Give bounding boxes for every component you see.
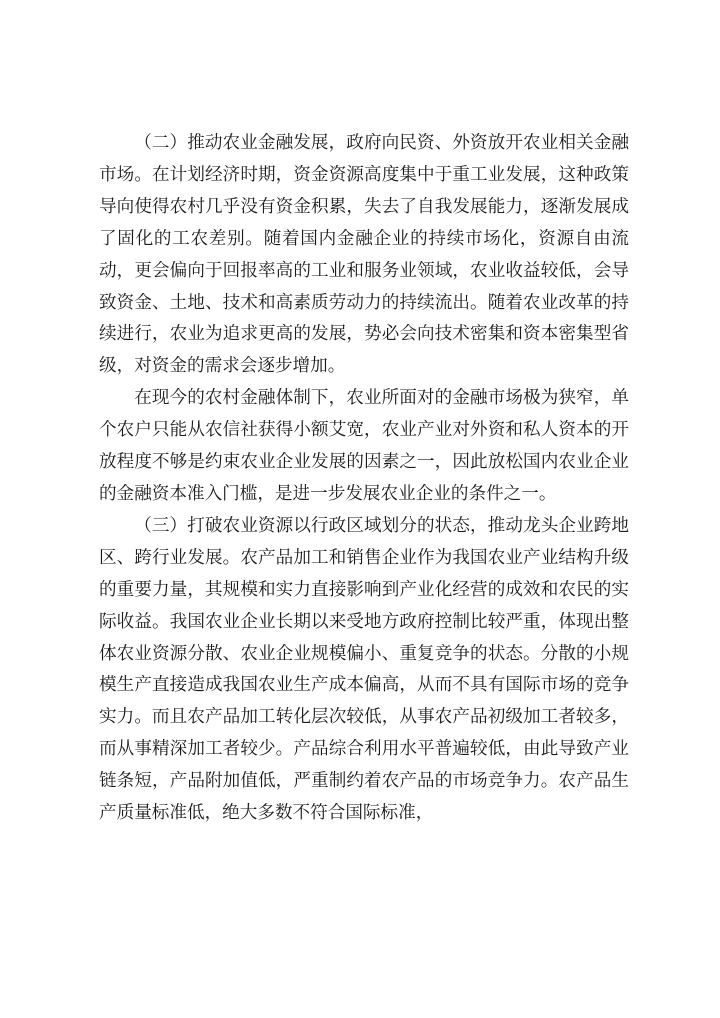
- body-text: [99, 128, 629, 830]
- paragraph-rural-finance-system: 在现今的农村金融体制下，农业所面对的金融市场极为狭窄，单个农户只能从农信社获得小额艾宽，农业产业对外资和私人资本的开放程度不够是约束农业企业发展的因素之一，因此放松国内农业企业的金融资本准入门槛，是进一步发展农业企业的条件之一。: [99, 388, 629, 504]
- paragraph-financial-development: （二）推动农业金融发展，政府向民资、外资放开农业相关金融市场。在计划经济时期，资金资源高度集中于重工业发展，这种政策导向使得农村几乎没有资金积累，失去了自我发展能力，逐渐发展成了固化的工农差别。随着国内金融企业的持续市场化，资源自由流动，更会偏向于回报率高的工业和服务业领域，农业收益较低，会导致资金、土地、技术和高素质劳动力的持续流出。随着农业改革的持续进行，农业为追求更高的发展，势必会向技术密集和资本密集型省级，对资金的需求会逐步增加。: [99, 133, 629, 377]
- paragraph-cross-region-development: （三）打破农业资源以行政区域划分的状态，推动龙头企业跨地区、跨行业发展。农产品加工和销售企业作为我国农业产业结构升级的重要力量，其规模和实力直接影响到产业化经营的成效和农民的实际收益。我国农业企业长期以来受地方政府控制比较严重，体现出整体农业资源分散、农业企业规模偏小、重复竞争的状态。分散的小规模生产直接造成我国农业生产成本偏高，从而不具有国际市场的竞争实力。而且农产品加工转化层次较低，从事农产品初级加工者较多，而从事精深加工者较少。产品综合利用水平普遍较低，由此导致产业链条短，产品附加值低，严重制约着农产品的市场竞争力。农产品生产质量标准低，绝大多数不符合国际标准，: [99, 515, 629, 824]
